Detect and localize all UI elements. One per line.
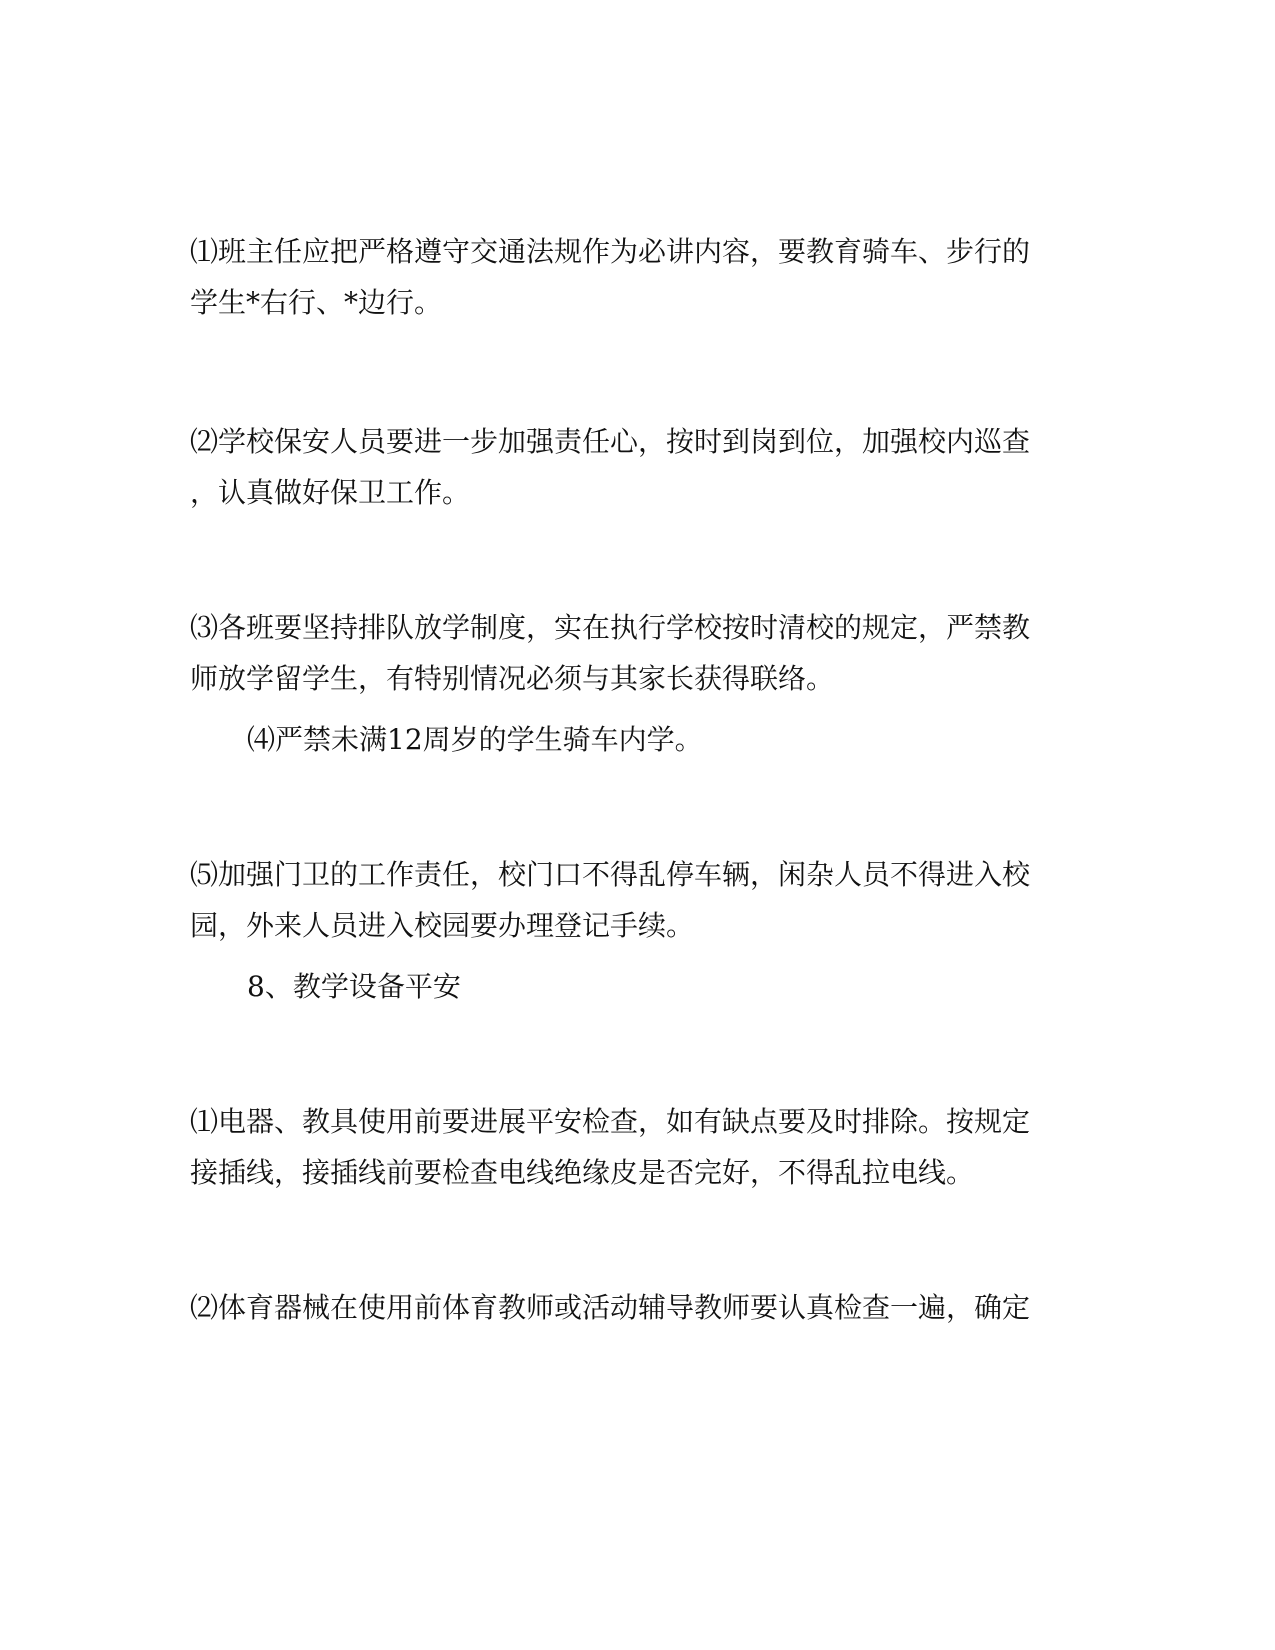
paragraph-6-line-1: ⑴电器、教具使用前要进展平安检查，如有缺点要及时排除。按规定: [190, 1105, 1031, 1138]
paragraph-1-line-2: 学生*右行、*边行。: [190, 286, 443, 319]
section-heading: 8、教学设备平安: [247, 970, 461, 1003]
paragraph-5-line-1: ⑸加强门卫的工作责任，校门口不得乱停车辆，闲杂人员不得进入校: [190, 858, 1031, 891]
paragraph-2-line-1: ⑵学校保安人员要进一步加强责任心，按时到岗到位，加强校内巡查: [190, 425, 1031, 458]
paragraph-2-line-2: ，认真做好保卫工作。: [190, 476, 471, 509]
paragraph-3-line-2: 师放学留学生，有特别情况必须与其家长获得联络。: [190, 662, 835, 695]
paragraph-6-line-2: 接插线，接插线前要检查电线绝缘皮是否完好，不得乱拉电线。: [190, 1156, 975, 1189]
paragraph-5-line-2: 园，外来人员进入校园要办理登记手续。: [190, 909, 695, 942]
paragraph-3-line-1: ⑶各班要坚持排队放学制度，实在执行学校按时清校的规定，严禁教: [190, 611, 1031, 644]
paragraph-4: ⑷严禁未满12周岁的学生骑车内学。: [247, 723, 703, 756]
paragraph-1-line-1: ⑴班主任应把严格遵守交通法规作为必讲内容，要教育骑车、步行的: [190, 235, 1031, 268]
paragraph-7-line-1: ⑵体育器械在使用前体育教师或活动辅导教师要认真检查一遍，确定: [190, 1291, 1031, 1324]
